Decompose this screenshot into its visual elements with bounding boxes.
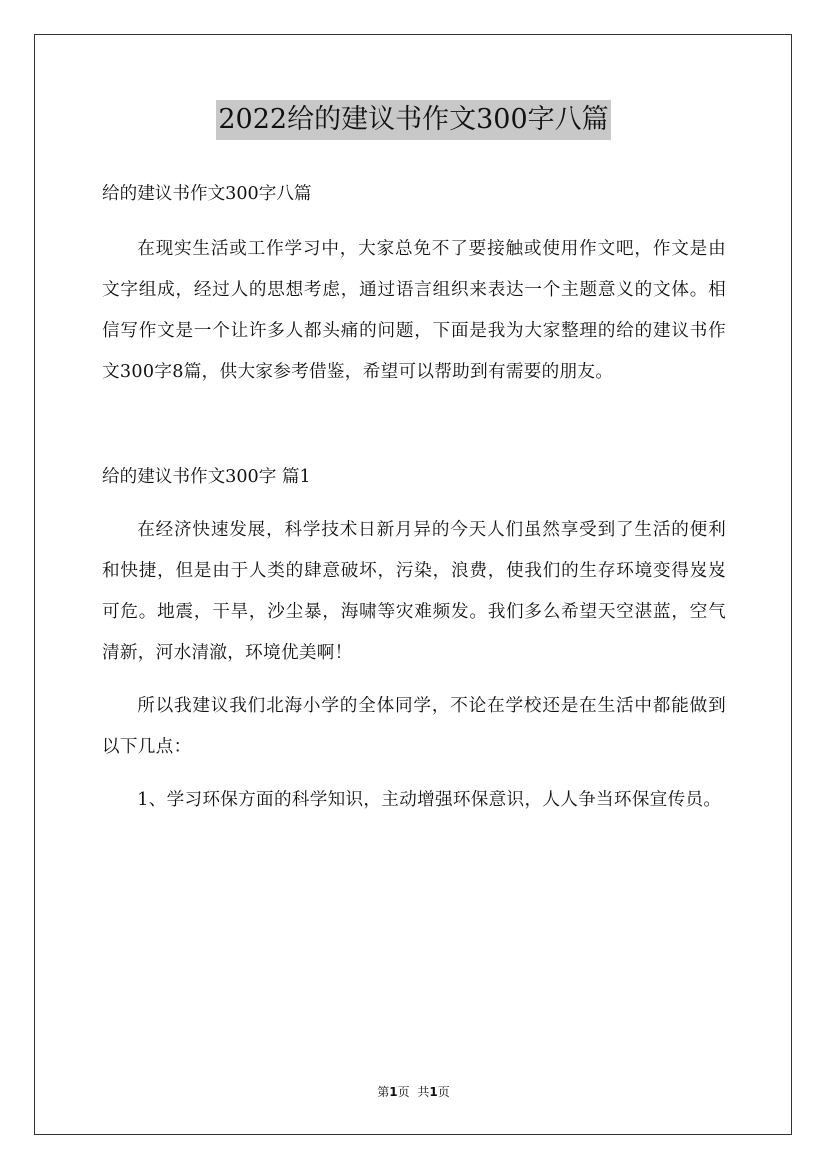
page-unit: 页 (397, 1085, 410, 1099)
body-paragraph: 所以我建议我们北海小学的全体同学，不论在学校还是在生活中都能做到以下几点： (102, 696, 726, 757)
section-heading: 给的建议书作文300字 篇1 (102, 467, 311, 487)
page-current: 1 (389, 1085, 398, 1099)
page-total: 1 (429, 1085, 438, 1099)
intro-paragraph: 在现实生活或工作学习中，大家总免不了要接触或使用作文吧，作文是由文字组成，经过人的思想考虑，通过语言组织来表达一个主题意义的文体。相信写作文是一个让许多人都头痛的问题，下面是我为大家整理的给的建议书作文300字8篇，供大家参考借鉴，希望可以帮助到有需要的朋友。 (102, 239, 726, 382)
document-title: 2022给的建议书作文300字八篇 (216, 100, 610, 140)
body-paragraph: 在经济快速发展，科学技术日新月异的今天人们虽然享受到了生活的便利和快捷，但是由于人类的肆意破坏，污染，浪费，使我们的生存环境变得岌岌可危。地震，干旱，沙尘暴，海啸等灾难频发。我们多么希望天空湛蓝，空气清新，河水清澈，环境优美啊！ (102, 520, 726, 663)
body-paragraph: 1、学习环保方面的科学知识，主动增强环保意识，人人争当环保宣传员。 (137, 790, 722, 810)
document-body (102, 174, 726, 821)
page-prefix: 第 (377, 1085, 390, 1099)
document-subtitle: 给的建议书作文300字八篇 (102, 184, 312, 204)
page-footer (0, 1084, 827, 1100)
total-unit: 页 (437, 1085, 450, 1099)
total-prefix: 共 (417, 1085, 430, 1099)
title-wrap (0, 100, 827, 140)
